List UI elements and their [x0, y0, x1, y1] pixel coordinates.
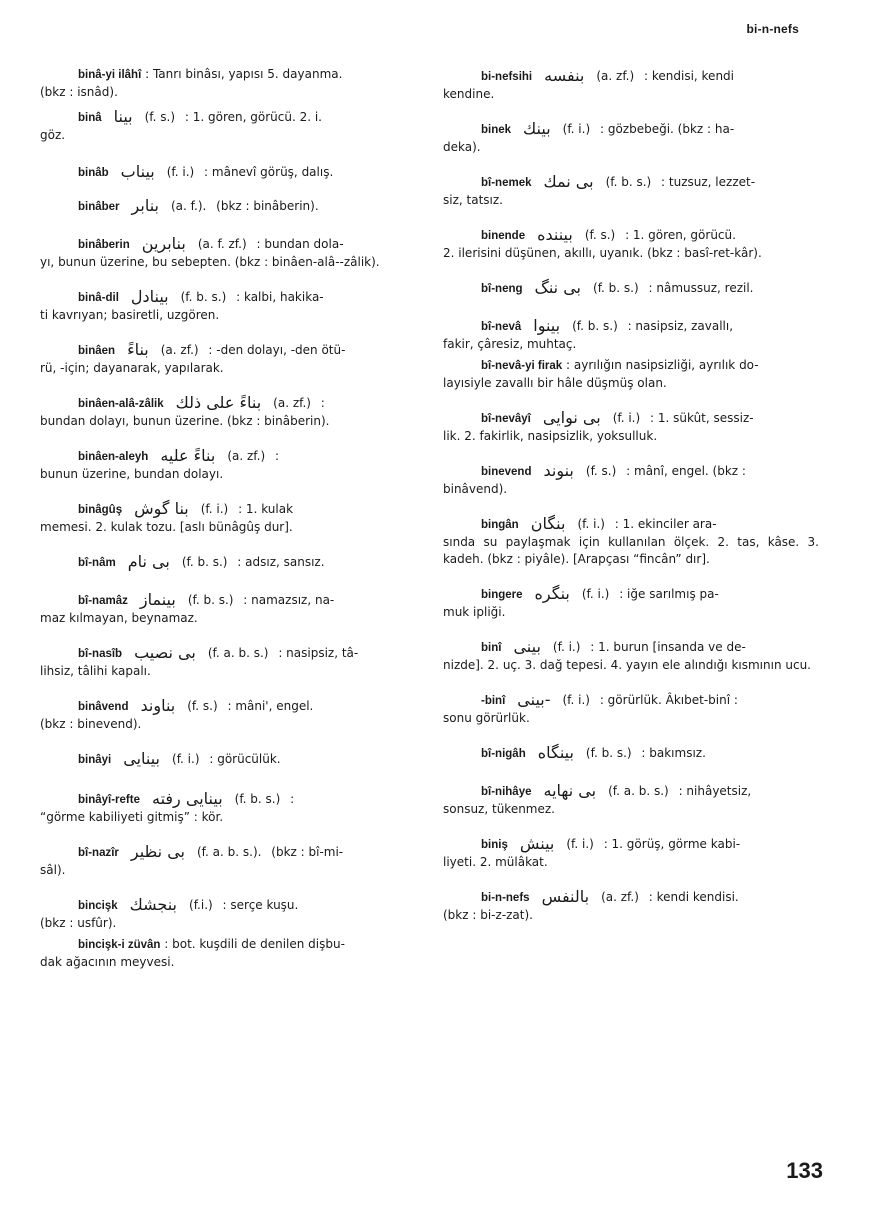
dictionary-entry — [443, 887, 819, 924]
definition-continued: rü, -için; dayanarak, yapılarak. — [40, 361, 224, 375]
headword: -binî — [481, 695, 506, 707]
dictionary-entry — [443, 690, 819, 727]
dictionary-entry — [443, 514, 819, 568]
headword: bî-nazîr — [78, 847, 119, 859]
definition: : Tanrı binâsı, yapısı 5. dayanma. — [145, 67, 343, 81]
definition: : ayrılığın nasipsizliği, ayrılık do- — [566, 358, 759, 372]
grammar-tag: (f. a. b. s.) — [608, 784, 669, 798]
entry-first-line — [40, 749, 418, 769]
entry-first-line — [40, 842, 418, 862]
arabic-script: بى نوايى — [542, 408, 601, 427]
definition: : görücülük. — [209, 752, 281, 766]
dictionary-entry — [40, 340, 418, 377]
headword: binâgûş — [78, 504, 123, 516]
definition-continued: kendine. — [443, 87, 495, 101]
guide-word: bi-n-nefs — [746, 22, 799, 36]
arabic-script: -بينى — [517, 690, 551, 709]
headword: binâ-yi ilâhî — [78, 69, 142, 81]
headword: binek — [481, 124, 512, 136]
dictionary-entry — [443, 172, 819, 209]
grammar-tag: (a. zf.) — [160, 343, 199, 357]
entry-first-line — [443, 278, 819, 298]
definition-continued: lik. 2. fakirlik, nasipsizlik, yoksulluk. — [443, 429, 658, 443]
grammar-tag: (f. i.) — [552, 640, 581, 654]
arabic-script: بناءً عليه — [160, 446, 216, 465]
grammar-tag: (f. b. s.) — [585, 746, 632, 760]
grammar-tag: (f. i.) — [562, 122, 591, 136]
dictionary-entry — [40, 590, 418, 627]
entry-first-line — [40, 162, 418, 182]
definition: : nasipsiz, zavallı, — [627, 319, 734, 333]
entry-first-line — [443, 781, 819, 801]
grammar-tag: (f. s.) — [144, 110, 176, 124]
headword: binâyi — [78, 754, 112, 766]
entry-first-line — [40, 393, 418, 413]
dictionary-entry — [40, 66, 418, 101]
grammar-tag: (f. i.) — [577, 517, 605, 531]
entry-first-line — [443, 316, 819, 336]
arabic-script: بى نام — [127, 552, 170, 571]
definition-continued: muk ipliği. — [443, 605, 506, 619]
definition-continued: dak ağacının meyvesi. — [40, 955, 175, 969]
grammar-tag: (f. i.) — [166, 165, 195, 179]
definition: : bakımsız. — [641, 746, 706, 760]
headword: binî — [481, 642, 502, 654]
definition-continued: “görme kabiliyeti gitmiş” : kör. — [40, 810, 224, 824]
headword: binâen — [78, 345, 116, 357]
entry-first-line — [443, 461, 819, 481]
definition: : 1. kulak — [238, 502, 294, 516]
entry-first-line — [443, 225, 819, 245]
dictionary-entry — [40, 552, 418, 572]
definition-continued: göz. — [40, 128, 66, 142]
dictionary-entry — [443, 225, 819, 262]
headword: bî-nevâ — [481, 321, 522, 333]
grammar-tag: (f. a. b. s.) — [207, 646, 269, 660]
dictionary-entry — [40, 842, 418, 879]
arabic-script: بينوا — [533, 316, 561, 335]
headword: bî-namâz — [78, 595, 128, 607]
arabic-script: بناوند — [140, 696, 176, 715]
headword: binâ — [78, 112, 102, 124]
arabic-script: بينايى — [123, 749, 161, 768]
entry-first-line — [443, 66, 819, 86]
entry-first-line — [40, 499, 418, 519]
definition: : kendisi, kendi — [644, 69, 734, 83]
grammar-tag: (f. s.) — [585, 464, 617, 478]
entry-first-line — [443, 172, 819, 192]
arabic-script: بينش — [519, 834, 555, 853]
definition: : mânevî görüş, dalış. — [204, 165, 334, 179]
entry-first-line — [443, 834, 819, 854]
dictionary-entry — [40, 287, 418, 324]
headword: bî-nemek — [481, 177, 532, 189]
dictionary-entry — [40, 234, 418, 271]
headword: bî-nigâh — [481, 748, 526, 760]
definition: : nâmussuz, rezil. — [648, 281, 754, 295]
arabic-script: بيناب — [120, 162, 155, 181]
entry-first-line — [443, 887, 819, 907]
entry-first-line — [40, 936, 418, 954]
arabic-script: بنا گوش — [134, 499, 189, 518]
definition-continued: memesi. 2. kulak tozu. [aslı bünâgûş dur]. — [40, 520, 293, 534]
dictionary-entry — [40, 643, 418, 680]
definition-continued: siz, tatsız. — [443, 193, 503, 207]
entry-first-line — [40, 643, 418, 663]
dictionary-entry — [40, 162, 418, 182]
grammar-tag: (f. b. s.) — [572, 319, 618, 333]
arabic-script: بينماز — [139, 590, 176, 609]
entry-first-line — [40, 895, 418, 915]
arabic-script: بينادل — [130, 287, 169, 306]
definition-continued: nizde]. 2. uç. 3. dağ tepesi. 4. yayın ele alındığı kısmının ucu. — [443, 658, 811, 672]
entry-first-line — [40, 446, 418, 466]
headword: binâber — [78, 201, 120, 213]
definition: : 1. gören, görücü. 2. i. — [184, 110, 322, 124]
arabic-script: بنجشك — [129, 895, 178, 914]
entry-first-line — [40, 196, 418, 216]
definition: : namazsız, na- — [243, 593, 335, 607]
arabic-script: بى نصيب — [134, 643, 196, 662]
arabic-script: بينگاه — [537, 743, 574, 762]
grammar-tag: (f. i.) — [172, 752, 200, 766]
definition-continued: sâl). — [40, 863, 66, 877]
definition-continued: liyeti. 2. mülâkat. — [443, 855, 548, 869]
entry-first-line — [443, 408, 819, 428]
entry-first-line — [40, 234, 418, 254]
entry-first-line — [40, 552, 418, 572]
dictionary-entry — [40, 107, 418, 144]
entry-first-line — [443, 637, 819, 657]
definition: (bkz : binâberin). — [216, 199, 319, 213]
headword: bî-nevâ-yi firak — [481, 360, 563, 372]
definition: : — [290, 792, 295, 806]
definition-continued: (bkz : isnâd). — [40, 85, 118, 99]
grammar-tag: (f.i.) — [189, 898, 213, 912]
dictionary-entry — [443, 584, 819, 621]
headword: bingân — [481, 519, 519, 531]
dictionary-entry — [40, 696, 418, 733]
definition: : adsız, sansız. — [237, 555, 325, 569]
definition: : 1. burun [insanda ve de- — [590, 640, 746, 654]
definition: : serçe kuşu. — [222, 898, 299, 912]
definition-continued: sonsuz, tükenmez. — [443, 802, 555, 816]
entry-first-line — [443, 119, 819, 139]
arabic-script: بى نمك — [543, 172, 594, 191]
definition-continued: layısiyle zavallı bir hâle düşmüş olan. — [443, 376, 667, 390]
definition-continued: (bkz : binevend). — [40, 717, 142, 731]
headword: bi-nefsihi — [481, 71, 533, 83]
dictionary-entry — [443, 781, 819, 818]
dictionary-entry — [40, 936, 418, 971]
arabic-script: بى نهايه — [543, 781, 597, 800]
definition: : bot. kuşdili de denilen dişbu- — [164, 937, 345, 951]
definition-continued: bundan dolayı, bunun üzerine. (bkz : binâberin). — [40, 414, 330, 428]
grammar-tag: (f. i.) — [612, 411, 641, 425]
definition-continued: 2. ilerisini düşünen, akıllı, uyanık. (bkz : basî-ret-kâr). — [443, 246, 762, 260]
grammar-tag: (f. b. s.) — [187, 593, 234, 607]
headword: bi-n-nefs — [481, 892, 530, 904]
headword: bî-nâm — [78, 557, 116, 569]
entry-first-line — [443, 743, 819, 763]
dictionary-entry — [443, 316, 819, 353]
definition: : 1. ekinciler ara- — [614, 517, 717, 531]
definition: : — [320, 396, 325, 410]
definition: : — [274, 449, 280, 463]
definition: : tuzsuz, lezzet- — [661, 175, 756, 189]
dictionary-entry — [40, 789, 418, 826]
definition: : 1. sükût, sessiz- — [650, 411, 754, 425]
entry-first-line — [40, 287, 418, 307]
grammar-tag: (f. b. s.) — [605, 175, 652, 189]
grammar-tag: (a. f.). — [170, 199, 207, 213]
arabic-script: بنگره — [534, 584, 570, 603]
grammar-tag: (f. b. s.) — [181, 555, 228, 569]
dictionary-entry — [40, 393, 418, 430]
arabic-script: بينا — [113, 107, 133, 126]
definition-continued: sında su paylaşmak için kullanılan ölçek. 2. tas, kâse. 3. kadeh. (bkz : piyâle). [Arapçası “fincân” dır]. — [443, 535, 819, 566]
definition: (bkz : bî-mi- — [271, 845, 344, 859]
headword: bincişk-i züvân — [78, 939, 161, 951]
grammar-tag: (f. b. s.) — [180, 290, 227, 304]
entry-first-line — [40, 66, 418, 84]
definition-continued: fakir, çâresiz, muhtaç. — [443, 337, 577, 351]
arabic-script: بناءً — [127, 340, 149, 359]
arabic-script: بالنفس — [541, 887, 590, 906]
definition: : mâni', engel. — [227, 699, 314, 713]
definition: : gözbebeği. (bkz : ha- — [599, 122, 735, 136]
arabic-script: بنابرين — [141, 234, 186, 253]
grammar-tag: (f. i.) — [562, 693, 590, 707]
headword: bî-nasîb — [78, 648, 123, 660]
headword: binâyî-refte — [78, 794, 140, 806]
entry-first-line — [443, 514, 819, 534]
definition-continued: yı, bunun üzerine, bu sebepten. (bkz : binâen-alâ--zâlik). — [40, 255, 380, 269]
dictionary-entry — [443, 278, 819, 298]
headword: bingere — [481, 589, 523, 601]
headword: binâb — [78, 167, 109, 179]
definition-continued: (bkz : bi-z-zat). — [443, 908, 533, 922]
entry-first-line — [40, 696, 418, 716]
headword: binâen-aleyh — [78, 451, 149, 463]
grammar-tag: (a. zf.) — [596, 69, 635, 83]
dictionary-entry — [443, 66, 819, 103]
entry-first-line — [40, 340, 418, 360]
arabic-script: بنوند — [543, 461, 574, 480]
definition: : mânî, engel. (bkz : — [626, 464, 746, 478]
entry-first-line — [443, 584, 819, 604]
headword: bî-nihâye — [481, 786, 532, 798]
grammar-tag: (f. b. s.) — [234, 792, 281, 806]
arabic-script: بينك — [523, 119, 551, 138]
grammar-tag: (f. i.) — [581, 587, 610, 601]
definition: : görürlük. Âkıbet-binî : — [599, 693, 738, 707]
headword: binâen-alâ-zâlik — [78, 398, 164, 410]
dictionary-entry — [443, 408, 819, 445]
entry-first-line — [40, 107, 418, 127]
definition: : 1. gören, görücü. — [625, 228, 736, 242]
definition-continued: sonu görürlük. — [443, 711, 530, 725]
grammar-tag: (a. zf.) — [273, 396, 311, 410]
grammar-tag: (f. i.) — [200, 502, 229, 516]
dictionary-entry — [40, 895, 418, 932]
grammar-tag: (f. i.) — [566, 837, 594, 851]
dictionary-entry — [443, 637, 819, 674]
dictionary-entry — [443, 357, 819, 392]
definition: : bundan dola- — [256, 237, 344, 251]
dictionary-entry — [443, 743, 819, 763]
definition: : kendi kendisi. — [648, 890, 739, 904]
headword: binâberin — [78, 239, 130, 251]
page-number: 133 — [786, 1158, 823, 1183]
grammar-tag: (f. b. s.) — [593, 281, 639, 295]
definition: : kalbi, hakika- — [236, 290, 324, 304]
dictionary-entry — [40, 749, 418, 769]
headword: bî-nevâyî — [481, 413, 531, 425]
dictionary-entry — [40, 499, 418, 536]
definition: : nihâyetsiz, — [678, 784, 752, 798]
entry-first-line — [40, 590, 418, 610]
headword: binâ-dil — [78, 292, 119, 304]
arabic-script: بنفسه — [544, 66, 585, 85]
entry-first-line — [443, 690, 819, 710]
headword: binâvend — [78, 701, 129, 713]
headword: bî-neng — [481, 283, 523, 295]
headword: bincişk — [78, 900, 118, 912]
definition: : nasipsiz, tâ- — [278, 646, 359, 660]
dictionary-entry — [443, 461, 819, 498]
right-column — [443, 66, 819, 924]
arabic-script: بينى — [513, 637, 541, 656]
dictionary-entry — [443, 119, 819, 156]
definition-continued: ti kavrıyan; basiretli, uzgören. — [40, 308, 220, 322]
definition: : iğe sarılmış pa- — [619, 587, 719, 601]
grammar-tag: (a. f. zf.) — [197, 237, 247, 251]
dictionary-entry — [40, 446, 418, 483]
definition-continued: maz kılmayan, beynamaz. — [40, 611, 198, 625]
definition-continued: binâvend). — [443, 482, 508, 496]
arabic-script: بى ننگ — [534, 278, 582, 297]
grammar-tag: (f. s.) — [187, 699, 218, 713]
headword: binende — [481, 230, 526, 242]
arabic-script: بيننده — [537, 225, 573, 244]
left-column — [40, 66, 418, 971]
definition: : 1. görüş, görme kabi- — [603, 837, 741, 851]
arabic-script: بينايى رفته — [152, 789, 223, 808]
headword: binevend — [481, 466, 532, 478]
arabic-script: بنابر — [131, 196, 159, 215]
definition-continued: (bkz : usfûr). — [40, 916, 117, 930]
entry-first-line — [443, 357, 819, 375]
arabic-script: بناءً على ذلك — [175, 393, 262, 412]
definition-continued: lihsiz, tâlihi kapalı. — [40, 664, 151, 678]
definition: : -den dolayı, -den ötü- — [208, 343, 346, 357]
definition-continued: bunun üzerine, bundan dolayı. — [40, 467, 224, 481]
entry-first-line — [40, 789, 418, 809]
grammar-tag: (a. zf.) — [601, 890, 639, 904]
arabic-script: بى نظير — [130, 842, 185, 861]
definition-continued: deka). — [443, 140, 481, 154]
grammar-tag: (a. zf.) — [227, 449, 266, 463]
headword: biniş — [481, 839, 508, 851]
dictionary-entry — [443, 834, 819, 871]
dictionary-entry — [40, 196, 418, 216]
grammar-tag: (f. a. b. s.). — [197, 845, 262, 859]
grammar-tag: (f. s.) — [584, 228, 616, 242]
arabic-script: بنگان — [530, 514, 566, 533]
